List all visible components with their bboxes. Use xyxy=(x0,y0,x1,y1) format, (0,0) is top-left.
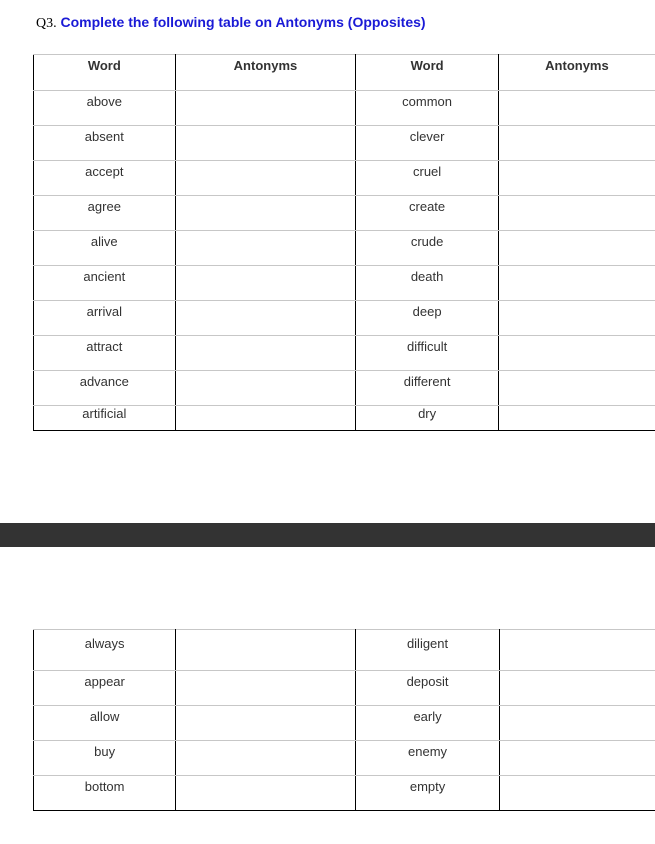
word-cell: crude xyxy=(356,231,499,266)
page-break-band xyxy=(0,523,655,547)
word-cell: empty xyxy=(356,776,499,811)
word-cell: ancient xyxy=(34,266,176,301)
word-cell: buy xyxy=(34,741,176,776)
word-cell: early xyxy=(356,706,499,741)
antonym-answer-cell[interactable] xyxy=(175,301,356,336)
table-row xyxy=(34,126,655,161)
word-cell: appear xyxy=(34,671,176,706)
word-cell: clever xyxy=(356,126,499,161)
word-cell: diligent xyxy=(356,630,499,671)
word-cell: difficult xyxy=(356,336,499,371)
antonym-answer-cell[interactable] xyxy=(499,671,655,706)
antonym-answer-cell[interactable] xyxy=(498,196,655,231)
word-cell: arrival xyxy=(34,301,176,336)
antonym-answer-cell[interactable] xyxy=(498,161,655,196)
antonym-answer-cell[interactable] xyxy=(498,336,655,371)
word-cell: absent xyxy=(34,126,176,161)
word-cell: different xyxy=(356,371,499,406)
antonyms-table-page-1 xyxy=(33,54,655,431)
table-header-row xyxy=(34,55,655,91)
word-cell: dry xyxy=(356,406,499,431)
word-cell: create xyxy=(356,196,499,231)
antonym-answer-cell[interactable] xyxy=(175,371,356,406)
header-word-2: Word xyxy=(356,55,499,91)
table-row xyxy=(34,706,655,741)
antonym-answer-cell[interactable] xyxy=(498,406,655,431)
word-cell: common xyxy=(356,91,499,126)
antonym-answer-cell[interactable] xyxy=(176,671,356,706)
table-row xyxy=(34,406,655,431)
antonym-answer-cell[interactable] xyxy=(498,371,655,406)
table-row xyxy=(34,266,655,301)
table-row xyxy=(34,630,655,671)
table-row xyxy=(34,671,655,706)
question-heading xyxy=(36,14,426,32)
antonym-answer-cell[interactable] xyxy=(175,231,356,266)
antonym-answer-cell[interactable] xyxy=(498,231,655,266)
antonym-answer-cell[interactable] xyxy=(175,266,356,301)
word-cell: artificial xyxy=(34,406,176,431)
antonym-answer-cell[interactable] xyxy=(498,266,655,301)
table-row xyxy=(34,161,655,196)
word-cell: agree xyxy=(34,196,176,231)
antonym-answer-cell[interactable] xyxy=(498,301,655,336)
word-cell: always xyxy=(34,630,176,671)
table-row xyxy=(34,371,655,406)
word-cell: advance xyxy=(34,371,176,406)
header-antonyms-2: Antonyms xyxy=(498,55,655,91)
antonym-answer-cell[interactable] xyxy=(175,196,356,231)
word-cell: deposit xyxy=(356,671,499,706)
question-text: Complete the following table on Antonyms (Opposites) xyxy=(60,14,426,30)
question-number: Q3. xyxy=(36,16,57,31)
table-row xyxy=(34,301,655,336)
antonym-answer-cell[interactable] xyxy=(176,741,356,776)
word-cell: enemy xyxy=(356,741,499,776)
header-antonyms-1: Antonyms xyxy=(175,55,356,91)
antonym-answer-cell[interactable] xyxy=(176,776,356,811)
word-cell: bottom xyxy=(34,776,176,811)
table-row xyxy=(34,196,655,231)
antonym-answer-cell[interactable] xyxy=(499,630,655,671)
word-cell: deep xyxy=(356,301,499,336)
table-row xyxy=(34,741,655,776)
antonym-answer-cell[interactable] xyxy=(498,126,655,161)
antonym-answer-cell[interactable] xyxy=(175,336,356,371)
word-cell: alive xyxy=(34,231,176,266)
antonym-answer-cell[interactable] xyxy=(176,630,356,671)
antonym-answer-cell[interactable] xyxy=(175,126,356,161)
word-cell: accept xyxy=(34,161,176,196)
antonyms-table-page-2 xyxy=(33,629,655,811)
antonym-answer-cell[interactable] xyxy=(499,741,655,776)
antonym-answer-cell[interactable] xyxy=(176,706,356,741)
antonym-answer-cell[interactable] xyxy=(499,776,655,811)
word-cell: above xyxy=(34,91,176,126)
table-row xyxy=(34,336,655,371)
word-cell: death xyxy=(356,266,499,301)
antonym-answer-cell[interactable] xyxy=(498,91,655,126)
antonym-answer-cell[interactable] xyxy=(499,706,655,741)
word-cell: allow xyxy=(34,706,176,741)
table-row xyxy=(34,91,655,126)
table-row xyxy=(34,776,655,811)
word-cell: attract xyxy=(34,336,176,371)
antonym-answer-cell[interactable] xyxy=(175,91,356,126)
header-word-1: Word xyxy=(34,55,176,91)
word-cell: cruel xyxy=(356,161,499,196)
antonym-answer-cell[interactable] xyxy=(175,161,356,196)
antonym-answer-cell[interactable] xyxy=(175,406,356,431)
table-row xyxy=(34,231,655,266)
